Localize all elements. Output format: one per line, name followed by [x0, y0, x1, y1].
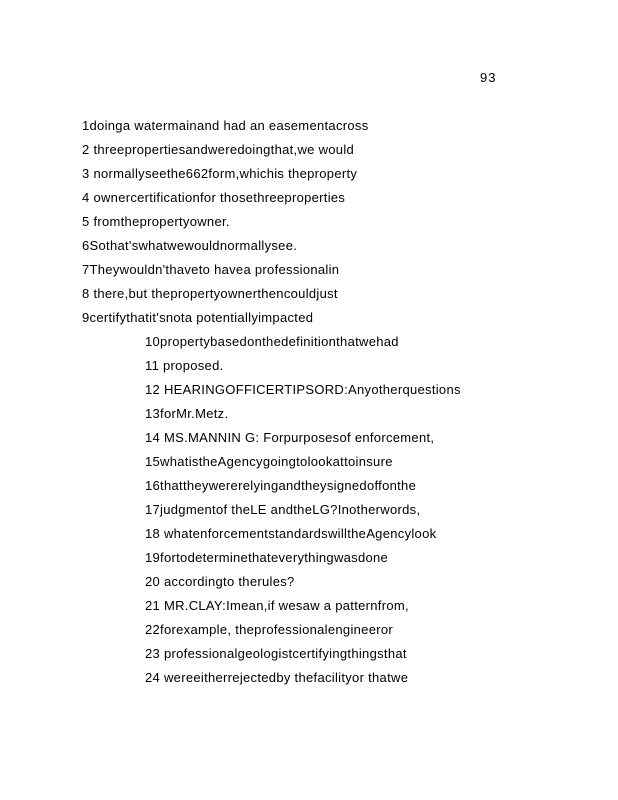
page-number: 93 [480, 70, 497, 85]
transcript-line: 8 there,but thepropertyownerthencouldjust [82, 286, 338, 301]
transcript-line: 12 HEARINGOFFICERTIPSORD:Anyotherquestions [145, 382, 461, 397]
transcript-line: 5 fromthepropertyowner. [82, 214, 230, 229]
transcript-line: 9certifythatit'snota potentiallyimpacted [82, 310, 314, 325]
transcript-line: 17judgmentof theLE andtheLG?Inotherwords, [145, 502, 421, 517]
transcript-line: 11 proposed. [145, 358, 224, 373]
transcript-line: 20 accordingto therules? [145, 574, 295, 589]
transcript-line: 13forMr.Metz. [145, 406, 229, 421]
transcript-line: 24 wereeitherrejectedby thefacilityor thatwe [145, 670, 409, 685]
transcript-line: 6Sothat'swhatwewouldnormallysee. [82, 238, 298, 253]
transcript-line: 2 threepropertiesandweredoingthat,we would [82, 142, 355, 157]
transcript-line: 21 MR.CLAY:Imean,if wesaw a patternfrom, [145, 598, 409, 613]
transcript-line: 22forexample, theprofessionalengineeror [145, 622, 394, 637]
transcript-line: 23 professionalgeologistcertifyingthingsthat [145, 646, 407, 661]
transcript-line: 18 whatenforcementstandardswilltheAgencylook [145, 526, 437, 541]
transcript-line: 19fortodeterminethateverythingwasdone [145, 550, 389, 565]
transcript-line: 4 ownercertificationfor thosethreeproperties [82, 190, 346, 205]
transcript-line: 3 normallyseethe662form,whichis theproperty [82, 166, 358, 181]
transcript-line: 10propertybasedonthedefinitionthatwehad [145, 334, 399, 349]
transcript-line: 16thattheywererelyingandtheysignedoffonthe [145, 478, 417, 493]
transcript-line: 15whatistheAgencygoingtolookattoinsure [145, 454, 393, 469]
transcript-line: 1doinga watermainand had an easementacross [82, 118, 369, 133]
transcript-line: 7Theywouldn'thaveto havea professionalin [82, 262, 340, 277]
transcript-line: 14 MS.MANNIN G: Forpurposesof enforcement, [145, 430, 435, 445]
